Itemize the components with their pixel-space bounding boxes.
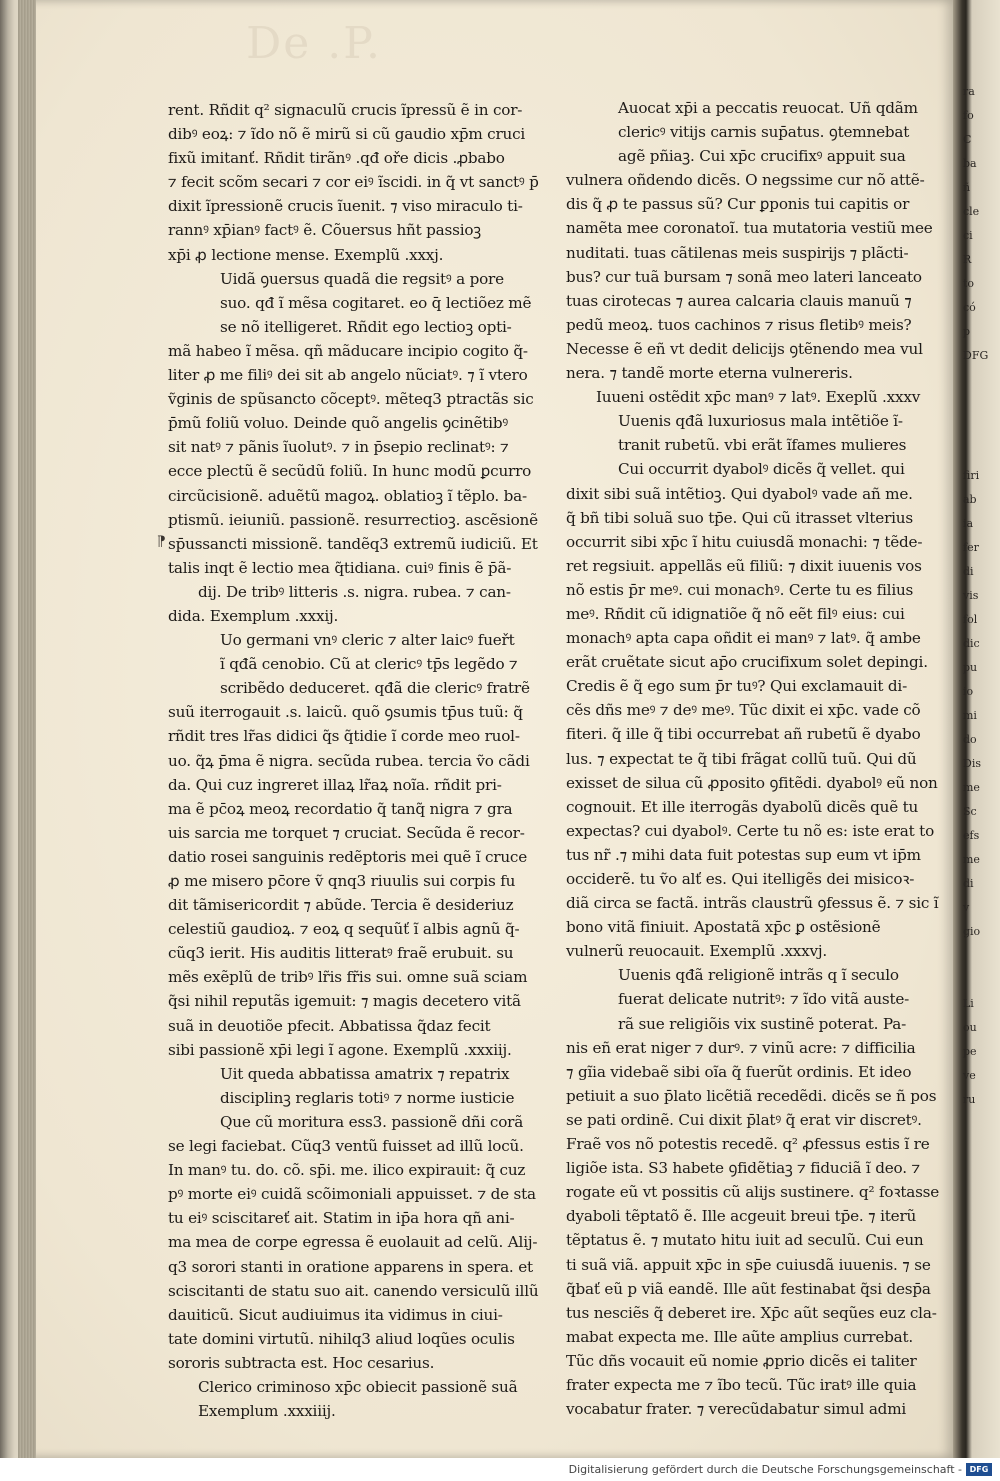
text-line: Necesse ẽ eñ vt dedit delicijs ꝯtẽnendo mea vul [566,339,923,358]
text-line: In manꝰ tu. do. cõ. sp̄i. me. ilico expirauit: q̃ cuz [168,1161,526,1180]
text-line: ꝓ me misero pc̄ore ṽ qnq3 riuulis sui corpis fu [168,872,516,890]
text-line: liter ꝓ me filiꝰ dei sit ab angelo nũciatꝰ. ⁊ ĩ vtero [168,366,528,385]
adjacent-page-fragment [963,392,1000,416]
right-text-column [566,96,940,1421]
text-line: Tũc dñs vocauit eũ nomie ꝓprio dicẽs ei taliter [566,1351,917,1370]
text-line: ṽginis de spũsancto cõceptꝰ. mẽteq3 ptractãs sic [168,390,534,409]
text-line: Uuenis qđã luxuriosus mala intẽtiõe ĩ- [618,412,903,431]
text-line: Uit queda abbatissa amatrix ⁊ repatrix [220,1064,510,1083]
text-line: xp̄i ꝓ lectione mense. Exemplũ .xxxj. [168,245,444,264]
text-line: uo. q̃ꝝ p̄ma ẽ nigra. secũda rubea. tercia ṽo cãdi [168,751,530,770]
text-line: vocabatur frater. ⁊ verecũdabatur simul admi [566,1400,907,1419]
text-line: se legi faciebat. Cũq3 ventũ fuisset ad illũ locũ. [168,1137,524,1156]
text-line: rñdit tres lr̃as didici q̃s q̃tidie ĩ corde meo ruol- [168,727,520,746]
text-line: suã in deuotiõe pfecit. Abbatissa q̃daz fecit [168,1016,491,1035]
text-line: ⁊ fecit scõm secari ⁊ cor eiꝰ ĩscidi. in q̃ vt sanctꝰ p̄ [168,173,539,192]
text-line: sp̄ussancti missionẽ. tandẽq3 extremũ iudiciũ. Et [168,534,538,553]
adjacent-page-fragment: có [963,301,976,314]
adjacent-page-fragment: efs [963,829,980,842]
left-text-column [168,98,544,1423]
text-line: ret regsiuit. appellãs eũ filiũ: ⁊ dixit iuuenis vos [566,556,922,575]
text-line: q̃bať eũ p viã eandẽ. Ille aũt festinabat q̃si desp̄a [566,1279,931,1298]
text-line: fixũ imitanť. Rñdit tirãnꝰ .qđ oře dicis .ꝓbabo [168,149,505,168]
text-line: ma mea de corpe egressa ẽ euolauit ad celũ. Alij- [168,1233,538,1252]
adjacent-page-fragment: gio [963,925,981,938]
text-line: suũ iterrogauit .s. laicũ. quõ ꝯsumis tp̄us tuũ: q̃ [168,703,523,722]
adjacent-page-fragment: Sc [963,805,977,818]
text-line: Que cũ moritura ess3. passionẽ dñi corã [220,1112,524,1131]
text-line: disciplinꝫ reglaris totiꝰ ⁊ norme iusticie [220,1088,515,1107]
adjacent-page-fragment: dic [963,637,980,650]
text-line: suo. qđ ĩ mẽsa cogitaret. eo q̄ lectiõez mẽ [220,293,532,312]
text-line: tẽptatus ẽ. ⁊ mutato hitu iuit ad seculũ. Cui eun [566,1231,924,1250]
adjacent-page-fragment: ru [963,1093,976,1106]
adjacent-page-fragment: fer [963,541,979,554]
adjacent-page-fragments [963,80,1000,1106]
text-line: namẽta mee coronatoĩ. tua mutatoria vestiũ mee [566,219,933,238]
adjacent-page-fragment [963,440,1000,464]
text-line: cẽs dñs meꝰ ⁊ deꝰ meꝰ. Tũc dixit ei xp̄c. vade cõ [566,701,921,720]
text-line: ma ẽ pc̄oꝝ meoꝝ recordatio q̃ tanq̃ nigra ⁊ gra [168,799,513,818]
text-line: Exemplum .xxxiiij. [198,1402,336,1421]
text-line: celestiũ gaudioꝝ. ⁊ eoꝝ q sequũť ĩ albis agnũ q̃- [168,920,520,939]
running-head: De .P. [246,18,382,69]
text-line: cognouit. Et ille iterrogãs dyabolũ dicẽs quẽ tu [566,797,919,816]
text-line: exisset de silua cũ ꝓposito ꝯfitẽdi. dyabolꝰ eũ non [566,773,938,792]
text-line: tranit rubetũ. vbi erãt ĩfames mulieres [618,436,907,455]
adjacent-page-fragment: me [963,781,980,794]
text-line: dida. Exemplum .xxxij. [168,606,339,625]
text-line: bono vitã finiuit. Apostatã xp̄c ꝑ ostẽsionẽ [566,918,881,937]
text-line: clericꝰ vitijs carnis sup̄atus. ꝯtemnebat [618,123,910,142]
text-line: q3 sorori stanti in oratione apparens in spera. et [168,1257,533,1276]
adjacent-page-fragment: io [963,685,974,698]
text-line: fuerat delicate nutritꝰ: ⁊ ĩdo vitã auste- [618,990,910,1009]
text-line: da. Qui cuz ingreret illaꝝ lr̃aꝝ noĩa. rñdit pri- [168,775,502,794]
adjacent-page-fragment: vis [963,589,979,602]
text-line: circũcisionẽ. aduẽtũ magoꝝ. oblatioꝫ ĩ tẽplo. ba- [168,486,527,505]
footer-credit-text: Digitalisierung gefördert durch die Deutsche Forschungsgemeinschaft - [568,1463,962,1476]
text-line: se pati ordinẽ. Cui dixit p̄latꝰ q̃ erat vir discretꝰ. [566,1110,922,1129]
text-line: datio rosei sanguinis redẽptoris mei quẽ ĩ cruce [168,847,528,866]
text-line: ligiõe ista. S3 habete ꝯfidẽtiaꝫ ⁊ fiduciã ĩ deo. ⁊ [566,1159,920,1178]
digitization-footer [0,1458,1000,1481]
text-line: pedũ meoꝝ. tuos cachinos ⁊ risus fletibꝰ meis? [566,315,912,334]
text-line: talis inqt ẽ lectio mea q̃tidiana. cuiꝰ finis ẽ p̄ã- [168,558,512,577]
text-line: ⁊ gĩia videbaẽ sibi oĩa q̃ fuerũt ordinis. Et ideo [566,1062,912,1081]
adjacent-page-fragment: to [963,277,975,290]
text-line: sibi passionẽ xp̄i legi ĩ agone. Exemplũ .xxxiij. [168,1040,512,1059]
dfg-logo: DFG [966,1463,992,1476]
adjacent-page-fragment: ve [963,1069,976,1082]
text-line: tus nr̃ .⁊ mihi data fuit potestas sup eum vt ip̄m [566,845,921,864]
text-line: dixit ĩpressionẽ crucis ĩuenit. ⁊ viso miraculo ti- [168,197,523,216]
adjacent-page-fragment: Li [963,997,974,1010]
text-line: Uo germani vnꝰ cleric ⁊ alter laicꝰ fueřt [220,631,515,650]
text-line: fiteri. q̃ ille q̃ tibi occurrebat añ rubetũ ẽ dyabo [566,725,921,744]
text-line: dibꝰ eoꝝ: ⁊ ĩdo nõ ẽ mirũ si cũ gaudio xp̄m cruci [168,125,526,144]
adjacent-page-fragment [963,416,1000,440]
text-line: Auocat xp̄i a peccatis reuocat. Uñ qdãm [618,99,918,117]
adjacent-page-fragment: ñ [963,181,971,194]
adjacent-page-fragment: C [963,133,972,146]
text-line: ptismũ. ieiuniũ. passionẽ. resurrectioꝫ. ascẽsionẽ [168,510,538,529]
text-line: expectas? cui dyabolꝰ. Certe tu nõ es: iste erat to [566,821,935,840]
adjacent-page-fragment: DFG [963,349,989,362]
adjacent-page-fragment: ou [963,1021,977,1034]
text-line: pꝰ morte eiꝰ cuidã scõimoniali appuisset. ⁊ de sta [168,1185,536,1204]
text-line: dij. De tribꝰ litteris .s. nigra. rubea. ⁊ can- [198,582,511,601]
text-line: tu eiꝰ sciscitareť ait. Statim in ip̄a hora qñ ani- [168,1209,515,1228]
text-line: Cui occurrit dyabolꝰ dicẽs q̃ vellet. qui [618,460,905,479]
text-line: Fraẽ vos nõ potestis recedẽ. q² ꝓfessus estis ĩ re [566,1135,930,1154]
text-line: frater expecta me ⁊ ĩbo tecũ. Tũc iratꝰ ille quia [566,1375,917,1394]
text-line: mẽs exẽplũ de tribꝰ lr̃is fr̃is sui. omne suã sciam [168,968,528,987]
adjacent-page-fragment: v [963,901,970,914]
text-line: cũq3 ierit. His auditis litteratꝰ fraẽ erubuit. su [168,944,514,963]
page-stack-edge [18,0,36,1458]
text-line: agẽ pñiaꝫ. Cui xp̄c crucifixꝰ appuit sua [618,147,906,166]
text-line: sciscitanti de statu suo ait. canendo versiculũ illũ [168,1281,539,1300]
adjacent-page-fragment [963,944,1000,968]
text-line: q̃si nihil reputãs igemuit: ⁊ magis decetero vitã [168,992,521,1011]
text-line: Uidã ꝯuersus quadã die regsitꝰ a pore [220,269,504,288]
text-line: dauiticũ. Sicut audiuimus ita vidimus in ciui- [168,1305,503,1324]
adjacent-page-fragment [963,968,1000,992]
adjacent-page-fragment: fol [963,613,978,626]
adjacent-page-fragment: p [963,325,971,338]
text-line: nõ estis p̄r meꝰ. cui monachꝰ. Certe tu es filius [566,580,914,599]
text-line: sororis subtracta est. Hoc cesarius. [168,1353,435,1372]
text-line: tuas cirotecas ⁊ aurea calcaria clauis manuũ ⁊ [566,291,912,310]
text-line: erãt cruẽtate sicut ap̄o crucifixum solet depingi. [566,653,928,672]
adjacent-page-fragment: di [963,877,974,890]
text-line: dis q̃ ꝓ te passus sũ? Cur ꝑponis tui capitis or [566,195,910,214]
adjacent-page-fragment: me [963,853,980,866]
text-line: p̄mũ foliũ voluo. Deinde quõ angelis ꝯcinẽtibꝰ [168,414,508,433]
text-line: q̃ bñ tibi soluã suo tp̄e. Qui cũ itrasset vlterius [566,508,913,527]
text-line: ĩ qđã cenobio. Cũ at clericꝰ tp̄s legẽdo ⁊ [220,655,518,674]
text-line: uis sarcia me torquet ⁊ cruciat. Secũda ẽ recor- [168,823,525,842]
adjacent-page-fragment: pu [963,661,978,674]
text-line: occiderẽ. tu ṽo alť es. Qui itelligẽs dei misicoꝛ- [566,870,915,888]
text-line: petiuit a suo p̄lato licẽtiã recedẽdi. dicẽs se ñ pos [566,1086,937,1105]
text-line: vulnera oñdendo dicẽs. O negssime cur nõ attẽ- [566,171,925,190]
text-line: meꝰ. Rñdit cũ idignatiõe q̃ nõ eẽt filꝰ eius: cui [566,604,905,623]
text-line: nuditati. tuas cãtilenas meis suspirijs ⁊ plãcti- [566,243,909,262]
text-line: dit tãmisericordit ⁊ abũde. Tercia ẽ desideriuz [168,896,514,915]
text-line: tate domini virtutũ. nihilq3 aliud loqũes oculis [168,1329,515,1348]
adjacent-page-fragment: firi [963,469,980,482]
text-line: se nõ itelligeret. Rñdit ego lectioꝫ opti- [220,317,512,336]
text-line: dyaboli tẽptatõ ẽ. Ille acgeuit breui tp̄e. ⁊ iterũ [566,1207,917,1226]
text-line: rent. Rñdit q² signaculũ crucis ĩpressũ ẽ in cor- [168,101,523,119]
marginal-paragraph-mark: ⁋ [157,534,166,550]
text-line: mabat expecta me. Ille aũte amplius currebat. [566,1327,914,1346]
text-line: occurrit sibi xp̄c ĩ hitu cuiusdã monachi: ⁊ tẽde- [566,532,923,551]
text-line: ti suã viã. appuit xp̄c in sp̄e cuiusdã iuuenis. ⁊ se [566,1255,931,1274]
text-line: mã habeo ĩ mẽsa. qñ mãducare incipio cogito q̃- [168,341,528,360]
text-line: monachꝰ apta capa oñdit ei manꝰ ⁊ latꝰ. q̃ ambe [566,629,921,648]
text-line: vulnerũ reuocauit. Exemplũ .xxxvj. [566,942,828,961]
adjacent-page-fragment: mi [963,709,977,722]
text-line: dixit sibi suã intẽtioꝫ. Qui dyabolꝰ vade añ me. [566,484,913,503]
text-line: scribẽdo deduceret. qđã die clericꝰ fratrẽ [220,679,530,698]
adjacent-page-fragment: di [963,565,974,578]
adjacent-page-fragment: ci [963,229,973,242]
text-line: tus nesciẽs q̃ deberet ire. Xp̄c aũt seqũes euz cla- [566,1303,937,1322]
adjacent-page-fragment: fo [963,109,974,122]
text-line: sit natꝰ ⁊ pãnis ĩuolutꝰ. ⁊ in p̄sepio reclinatꝰ: ⁊ [168,438,509,457]
adjacent-page-fragment: Dis [963,757,981,770]
text-line: bus? cur tuã bursam ⁊ sonã meo lateri lanceato [566,267,922,286]
text-line: nis eñ erat niger ⁊ durꝰ. ⁊ vinũ acre: ⁊ difficilia [566,1038,916,1057]
text-line: Credis ẽ q̃ ego sum p̄r tuꝰ? Qui exclamauit di- [566,677,908,696]
adjacent-page-fragment: ba [963,157,977,170]
text-line: Iuueni ostẽdit xp̄c manꝰ ⁊ latꝰ. Exeplũ .xxxv [596,388,921,407]
text-line: diã circa se factã. intrãs claustrũ ꝯfessus ẽ. ⁊ sic ĩ [566,894,939,913]
text-line: lus. ⁊ expectat te q̃ tibi frãgat collũ tuũ. Qui dũ [566,749,917,768]
text-line: rogate eũ vt possitis cũ alijs sustinere. q² foꝛtasse [566,1183,940,1202]
adjacent-page-fragment: ab [963,493,977,506]
text-line: ecce plectũ ẽ secũdũ foliũ. In hunc modũ ꝑcurro [168,462,532,481]
adjacent-page-fragment [963,368,1000,392]
text-line: Uuenis qđã religionẽ intrãs q ĩ seculo [618,966,899,985]
text-line: rannꝰ xp̄ianꝰ factꝰ ẽ. Cõuersus hñt passioꝫ [168,221,481,240]
adjacent-page-fragment: cle [963,205,980,218]
adjacent-page-fragment: ia [963,517,974,530]
adjacent-page-fragment: pe [963,1045,977,1058]
adjacent-page-fragment: R [963,253,972,266]
text-line: Clerico criminoso xp̄c obiecit passionẽ suã [198,1377,518,1396]
text-line: nera. ⁊ tandẽ morte eterna vulnereris. [566,364,853,383]
adjacent-page-fragment: do [963,733,977,746]
text-line: rã sue religiõis vix sustinẽ poterat. Pa- [618,1014,907,1033]
adjacent-page-fragment: ra [963,85,975,98]
